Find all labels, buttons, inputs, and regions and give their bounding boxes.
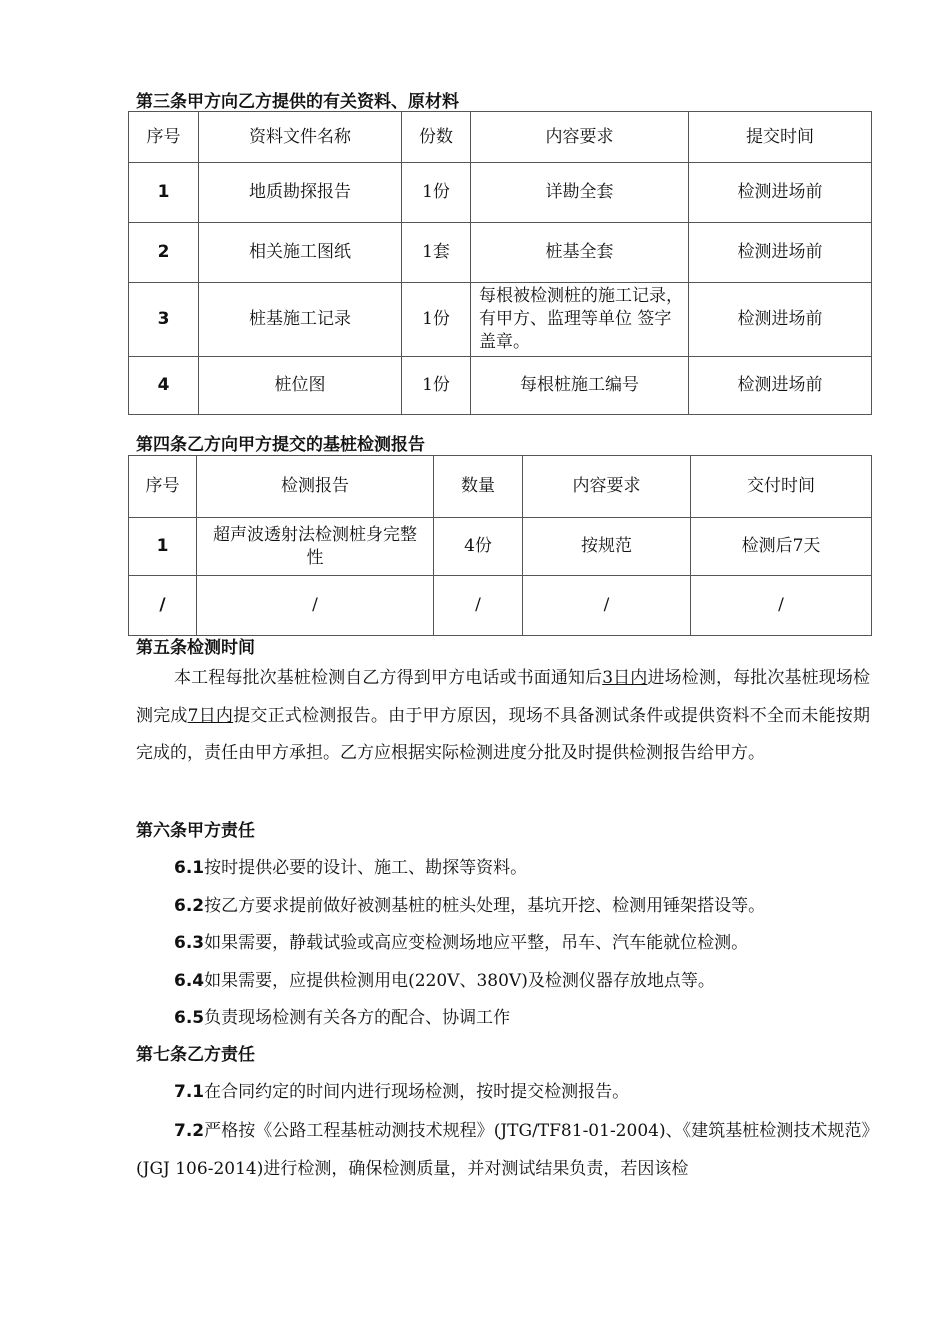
- doc-time: 检测进场前: [689, 223, 872, 283]
- section4-heading: 第四条乙方向甲方提交的基桩检测报告: [136, 435, 425, 455]
- doc-requirement: 详勘全套: [471, 163, 689, 223]
- table-row: [129, 223, 872, 283]
- table-header-row: [129, 112, 872, 163]
- doc-requirement: 桩基全套: [471, 223, 689, 283]
- row-number: 2: [129, 223, 199, 283]
- header-cell: 内容要求: [523, 456, 691, 518]
- report-requirement: 按规范: [523, 518, 691, 576]
- doc-time: 检测进场前: [689, 163, 872, 223]
- item-text: 如果需要，静载试验或高应变检测场地应平整，吊车、汽车能就位检测。: [204, 933, 749, 953]
- paragraph-text: 本工程每批次基桩检测自乙方得到甲方电话或书面通知后: [174, 668, 603, 688]
- underlined-deadline: 3日内: [602, 668, 648, 688]
- header-cell: 数量: [434, 456, 523, 518]
- item-number: 6.2: [174, 896, 205, 916]
- list-item: [174, 895, 765, 917]
- item-text: 负责现场检测有关各方的配合、协调工作: [204, 1008, 511, 1028]
- report-time: /: [691, 576, 872, 636]
- doc-qty: 1套: [402, 223, 471, 283]
- item-text: 严格按《公路工程基桩动测技术规程》(JTG/TF81-01-2004)、《建筑基桩检测技术规范》(JGJ 106-2014)进行检测，确保检测质量，并对测试结果负责，若因该检: [136, 1121, 870, 1179]
- table-row: [129, 283, 872, 357]
- list-item: [174, 1007, 510, 1029]
- item-text: 在合同约定的时间内进行现场检测，按时提交检测报告。: [204, 1082, 630, 1102]
- doc-qty: 1份: [402, 357, 471, 415]
- header-cell: 交付时间: [691, 456, 872, 518]
- header-cell: 提交时间: [689, 112, 872, 163]
- item-number: 6.4: [174, 971, 205, 991]
- doc-name: 相关施工图纸: [199, 223, 402, 283]
- reports-table: [128, 455, 872, 636]
- doc-time: 检测进场前: [689, 357, 872, 415]
- materials-table: [128, 111, 872, 415]
- paragraph-text: 提交正式检测报告。由于甲方原因，现场不具备测试条件或提供资料不全而未能按期完成的，责任由甲方承担。乙方应根据实际检测进度分批及时提供检测报告给甲方。: [136, 705, 871, 763]
- list-item: [174, 932, 748, 954]
- table-row: [129, 163, 872, 223]
- row-number: 1: [129, 163, 199, 223]
- doc-qty: 1份: [402, 163, 471, 223]
- section6-heading: 第六条甲方责任: [136, 821, 255, 841]
- row-number: 4: [129, 357, 199, 415]
- paragraph-text: 进场检测，每批次基桩现场检测完成: [136, 668, 871, 726]
- doc-name: 桩基施工记录: [199, 283, 402, 357]
- report-requirement: /: [523, 576, 691, 636]
- row-number: 3: [129, 283, 199, 357]
- doc-time: 检测进场前: [689, 283, 872, 357]
- report-name: 超声波透射法检测桩身完整性: [197, 518, 434, 576]
- table-row: [129, 518, 872, 576]
- item-text: 按乙方要求提前做好被测基桩的桩头处理，基坑开挖、检测用锤架搭设等。: [204, 896, 766, 916]
- item-number: 6.1: [174, 858, 205, 878]
- section3-heading: 第三条甲方向乙方提供的有关资料、原材料: [136, 92, 459, 112]
- section5-heading: 第五条检测时间: [136, 638, 255, 658]
- list-item: [174, 1081, 629, 1103]
- item-text: 如果需要，应提供检测用电(220V、380V)及检测仪器存放地点等。: [204, 971, 715, 991]
- report-qty: /: [434, 576, 523, 636]
- doc-name: 地质勘探报告: [199, 163, 402, 223]
- header-cell: 检测报告: [197, 456, 434, 518]
- header-cell: 序号: [129, 112, 199, 163]
- report-qty: 4份: [434, 518, 523, 576]
- list-item: [174, 857, 527, 879]
- item-number: 7.1: [174, 1082, 205, 1102]
- list-item-paragraph: [136, 1113, 870, 1188]
- doc-requirement: 每根被检测桩的施工记录，有甲方、监理等单位 签字盖章。: [471, 283, 689, 357]
- section7-heading: 第七条乙方责任: [136, 1045, 255, 1065]
- report-time: 检测后7天: [691, 518, 872, 576]
- table-row: [129, 357, 872, 415]
- item-text: 按时提供必要的设计、施工、勘探等资料。: [204, 858, 528, 878]
- item-number: 6.5: [174, 1008, 205, 1028]
- header-cell: 资料文件名称: [199, 112, 402, 163]
- list-item: [174, 970, 715, 992]
- item-number: 6.3: [174, 933, 205, 953]
- doc-name: 桩位图: [199, 357, 402, 415]
- row-number: 1: [129, 518, 197, 576]
- table-header-row: [129, 456, 872, 518]
- section5-paragraph: [136, 660, 870, 773]
- doc-qty: 1份: [402, 283, 471, 357]
- table-row: [129, 576, 872, 636]
- item-number: 7.2: [174, 1121, 205, 1141]
- underlined-deadline: 7日内: [187, 705, 234, 726]
- header-cell: 内容要求: [471, 112, 689, 163]
- row-number: /: [129, 576, 197, 636]
- report-name: /: [197, 576, 434, 636]
- doc-requirement: 每根桩施工编号: [471, 357, 689, 415]
- header-cell: 序号: [129, 456, 197, 518]
- header-cell: 份数: [402, 112, 471, 163]
